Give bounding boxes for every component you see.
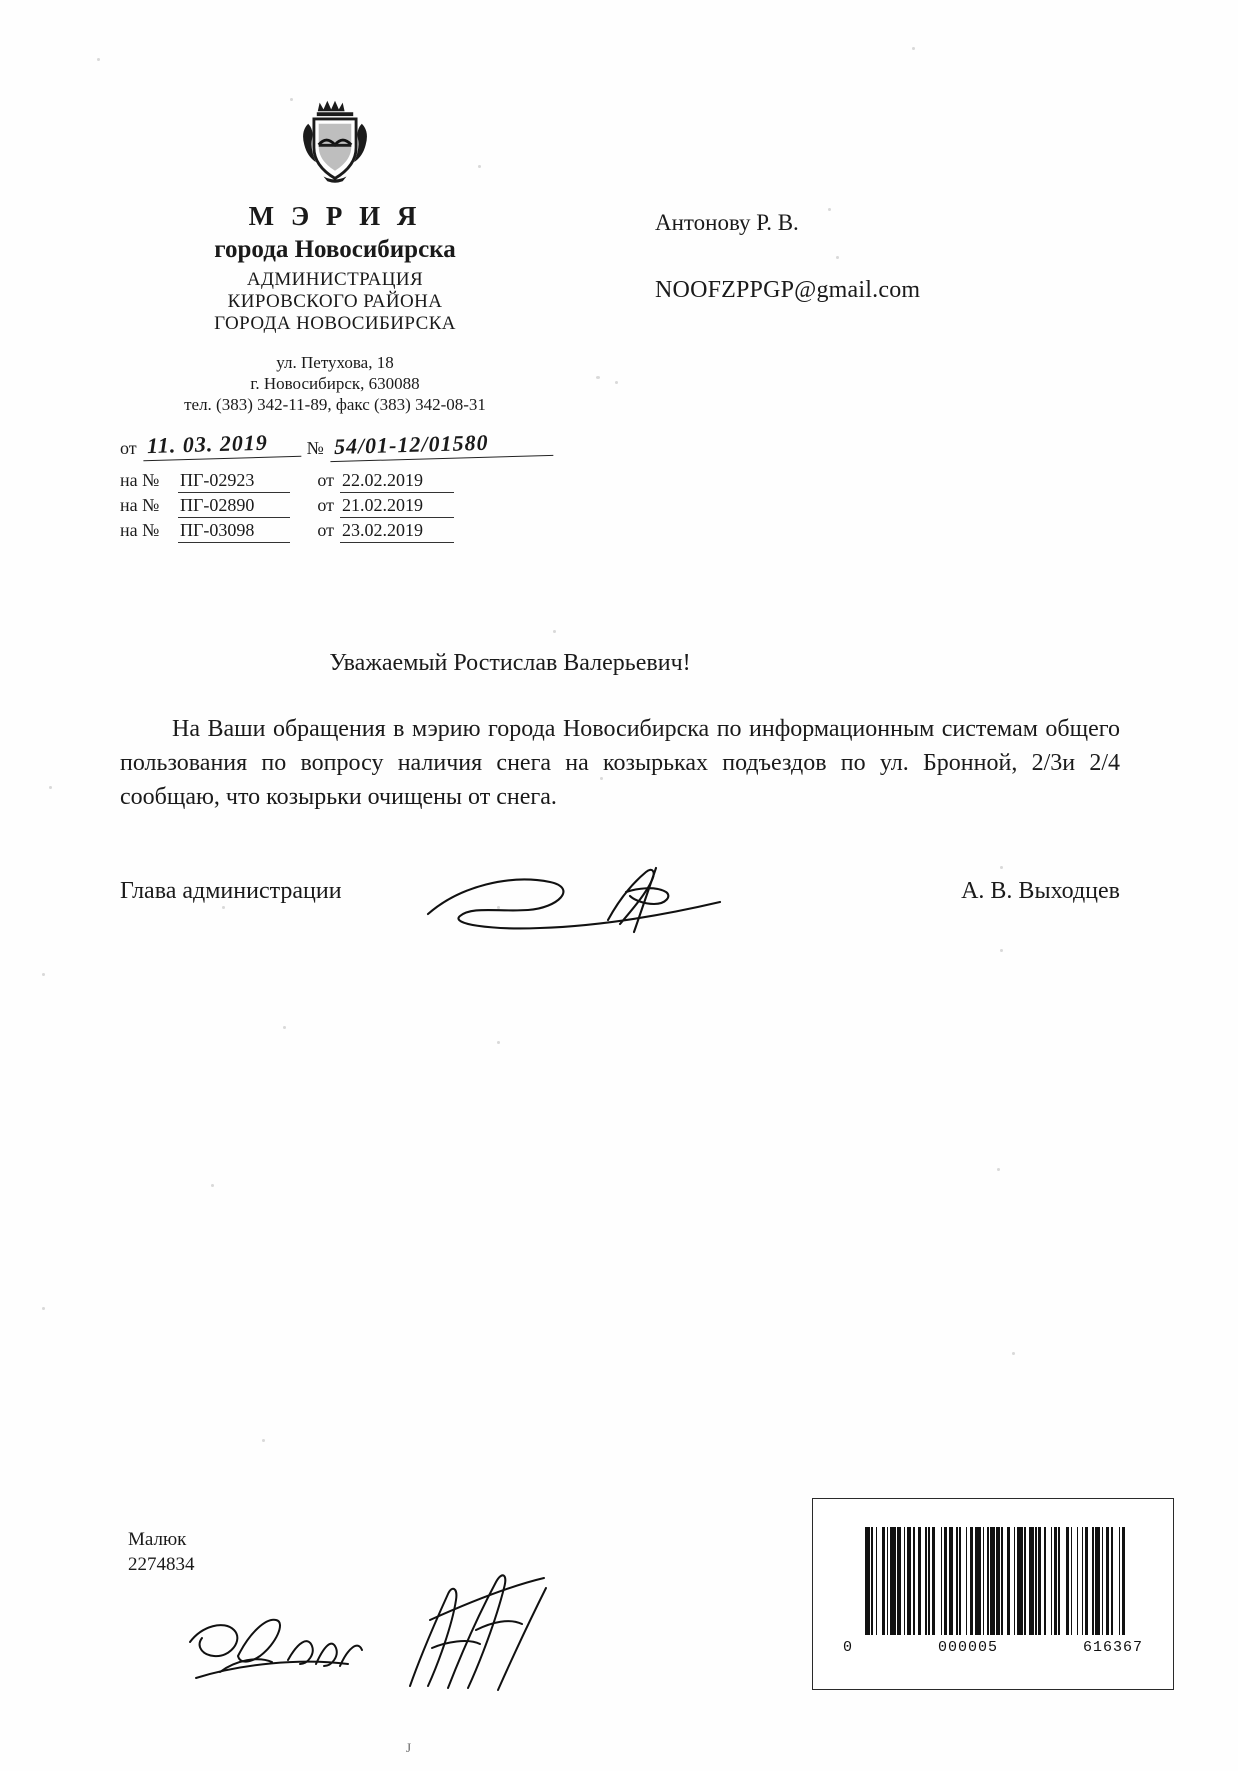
scan-speck (42, 973, 45, 976)
org-line-1: АДМИНИСТРАЦИЯ (246, 269, 424, 290)
barcode-left-digit: 0 (843, 1639, 854, 1656)
scan-speck (283, 1026, 286, 1029)
scan-speck (997, 1168, 1000, 1171)
scan-speck (211, 1184, 214, 1187)
org-title: М Э Р И Я (248, 201, 422, 231)
scan-speck (553, 630, 556, 633)
reference-date-label: от (317, 520, 334, 540)
reg-from-value: 11. 03. 2019 (142, 429, 301, 461)
bottom-page-mark: J (406, 1740, 412, 1755)
barcode-bar (1125, 1527, 1127, 1635)
scan-speck (49, 786, 52, 789)
reference-row (120, 520, 454, 545)
barcode-group-1: 000005 (937, 1639, 998, 1656)
reference-row (120, 470, 454, 495)
reference-number: ПГ-02923 (178, 470, 290, 493)
addressee-name: Антонову Р. В. (655, 210, 799, 235)
handwritten-signature (420, 862, 750, 942)
reference-date-label: от (317, 495, 334, 515)
scan-speck (1000, 866, 1003, 869)
reference-num-label: на № (120, 470, 160, 490)
reference-number: ПГ-02890 (178, 495, 290, 518)
addressee-block (655, 210, 920, 304)
address-phone: тел. (383) 342-11-89, факс (383) 342-08-31 (184, 395, 486, 415)
scan-speck (497, 1041, 500, 1044)
scan-speck (97, 58, 100, 61)
org-line-3: ГОРОДА НОВОСИБИРСКА (214, 313, 456, 335)
registration-line (120, 425, 580, 459)
barcode-group-2: 616367 (1082, 1639, 1143, 1656)
reference-num-label: на № (120, 520, 160, 540)
scan-speck (1012, 1352, 1015, 1355)
addressee-email: NOOFZPPGP@gmail.com (655, 277, 921, 304)
scan-speck (222, 906, 225, 909)
coat-of-arms-icon (287, 95, 383, 187)
reference-list (120, 470, 454, 545)
barcode-bars (865, 1527, 1127, 1635)
reg-number-value: 54/01-12/01580 (329, 428, 553, 462)
scan-speck (912, 47, 915, 50)
address-city: г. Новосибирск, 630088 (250, 373, 420, 393)
signer-name: А. В. Выходцев (961, 878, 1120, 904)
salutation: Уважаемый Ростислав Валерьевич! (329, 650, 691, 676)
executor-phone: 2274834 (128, 1553, 195, 1575)
org-address (120, 352, 550, 416)
scan-speck (42, 1307, 45, 1310)
letterhead (120, 95, 550, 415)
executor-name: Малюк (128, 1529, 187, 1550)
reference-num-label: на № (120, 495, 160, 515)
signer-position: Глава администрации (120, 878, 342, 904)
barcode-box (812, 1498, 1174, 1690)
scan-speck (1000, 949, 1003, 952)
body-paragraph: На Ваши обращения в мэрию города Новосибирска по информационным системам общего пользования по вопросу наличия снега на козырьках подъездов по ул. Бронной, 2/3и 2/4 сообщаю, что козырьки очищены от снега. (120, 716, 1120, 811)
scan-speck (615, 381, 618, 384)
barcode-digits (843, 1639, 1143, 1656)
scan-speck (596, 376, 600, 379)
org-line-2: КИРОВСКОГО РАЙОНА (227, 291, 443, 313)
reference-date-label: от (317, 470, 334, 490)
reference-date: 23.02.2019 (340, 520, 454, 543)
reference-date: 22.02.2019 (340, 470, 454, 493)
reference-number: ПГ-03098 (178, 520, 290, 543)
org-city: города Новосибирска (214, 236, 456, 263)
reference-row (120, 495, 454, 520)
reg-number-label: № (306, 438, 324, 458)
handwritten-initials (180, 1560, 600, 1710)
address-street: ул. Петухова, 18 (276, 352, 394, 372)
scan-speck (262, 1439, 265, 1442)
reg-from-label: от (120, 438, 137, 458)
reference-date: 21.02.2019 (340, 495, 454, 518)
